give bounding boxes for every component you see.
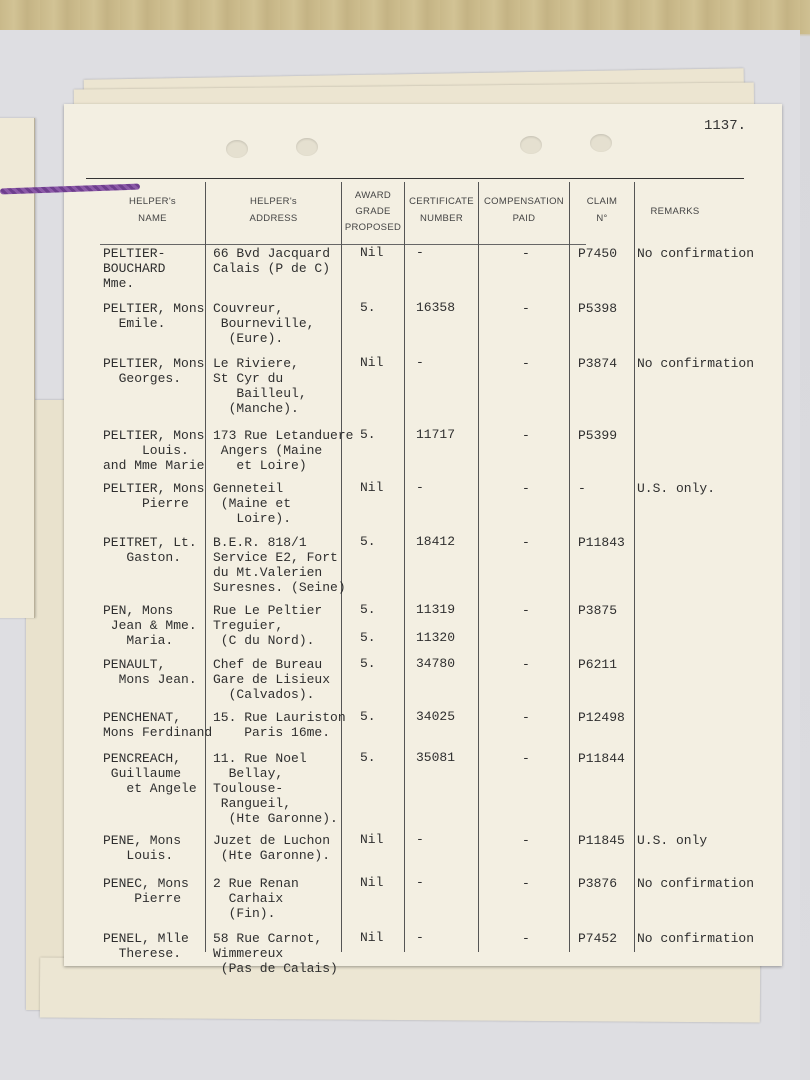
table-top-rule	[86, 178, 744, 179]
cell-remarks: No confirmation	[637, 876, 755, 891]
cell-claim: P6211	[578, 657, 618, 672]
cell-certificate: 35081	[416, 750, 456, 765]
cell-name: PENCREACH, Guillaume et Angele	[103, 751, 197, 796]
cell-certificate: 18412	[416, 534, 456, 549]
header-line: HELPER's	[250, 196, 297, 207]
header-line: PAID	[512, 213, 536, 224]
cell-certificate: 16358	[416, 300, 456, 315]
cell-compensation: -	[522, 246, 530, 261]
cell-claim: P3876	[578, 876, 618, 891]
cell-award: Nil	[360, 355, 384, 370]
column-divider	[404, 182, 405, 952]
cell-award: Nil	[360, 480, 384, 495]
cell-address: 15. Rue Lauriston Paris 16me.	[213, 710, 346, 740]
column-divider	[478, 182, 479, 952]
header-line: REMARKS	[650, 206, 700, 217]
cell-compensation: -	[522, 751, 530, 766]
cell-address: 66 Bvd Jacquard Calais (P de C)	[213, 246, 331, 276]
cell-claim: P5398	[578, 301, 618, 316]
cell-address: Juzet de Luchon (Hte Garonne).	[213, 833, 331, 863]
cell-certificate: -	[416, 832, 424, 847]
header-line: AWARD	[354, 190, 392, 201]
cell-award: Nil	[360, 245, 384, 260]
cell-compensation: -	[522, 481, 530, 496]
punch-hole	[226, 140, 248, 158]
punch-hole	[520, 136, 542, 154]
cell-award: Nil	[360, 832, 384, 847]
header-certificate	[405, 193, 478, 227]
cell-certificate: -	[416, 355, 424, 370]
cell-compensation: -	[522, 876, 530, 891]
cell-address: Rue Le Peltier Treguier, (C du Nord).	[213, 603, 323, 648]
cell-award: 5.	[360, 534, 376, 549]
cell-award: Nil	[360, 875, 384, 890]
cell-name: PEN, Mons Jean & Mme. Maria.	[103, 603, 197, 648]
punch-hole	[590, 134, 612, 152]
cell-claim: P12498	[578, 710, 625, 725]
cell-award: 5. 5.	[360, 602, 376, 645]
cell-address: 58 Rue Carnot, Wimmereux (Pas de Calais)	[213, 931, 338, 976]
cell-name: PELTIER, Mons Emile.	[103, 301, 205, 331]
stacked-sheet-bottom	[40, 957, 760, 1022]
cell-name: PENEC, Mons Pierre	[103, 876, 189, 906]
cell-claim: P5399	[578, 428, 618, 443]
cell-award: 5.	[360, 427, 376, 442]
cell-address: Couvreur, Bourneville, (Eure).	[213, 301, 315, 346]
cell-address: B.E.R. 818/1 Service E2, Fort du Mt.Valerien Suresnes. (Seine)	[213, 535, 346, 595]
cell-compensation: -	[522, 535, 530, 550]
cell-address: 11. Rue Noel Bellay, Toulouse- Rangueil, (Hte Garonne).	[213, 751, 338, 826]
cell-claim: P7450	[578, 246, 618, 261]
cell-name: PELTIER, Mons Pierre	[103, 481, 205, 511]
cell-certificate: 11717	[416, 427, 456, 442]
cell-address: 173 Rue Letanduere Angers (Maine et Loire)	[213, 428, 354, 473]
cell-remarks: No confirmation	[637, 931, 755, 946]
cell-name: PENCHENAT, Mons Ferdinand	[103, 710, 213, 740]
cell-compensation: -	[522, 301, 530, 316]
cell-certificate: 11319 11320	[416, 602, 456, 645]
cell-name: PELTIER, Mons Georges.	[103, 356, 205, 386]
column-divider	[205, 182, 206, 952]
cell-remarks: No confirmation	[637, 246, 755, 261]
cell-name: PENAULT, Mons Jean.	[103, 657, 197, 687]
header-line: COMPENSATION	[484, 196, 564, 207]
cell-claim: -	[578, 481, 586, 496]
cell-certificate: -	[416, 245, 424, 260]
cell-compensation: -	[522, 603, 530, 618]
header-line: NUMBER	[420, 213, 463, 224]
cell-claim: P11844	[578, 751, 625, 766]
header-remarks	[635, 203, 715, 220]
cell-certificate: 34025	[416, 709, 456, 724]
header-address	[206, 193, 341, 227]
cell-award: 5.	[360, 750, 376, 765]
cell-name: PENE, Mons Louis.	[103, 833, 182, 863]
cell-award: Nil	[360, 930, 384, 945]
cell-compensation: -	[522, 710, 530, 725]
header-line: HELPER's	[129, 196, 176, 207]
header-line: N°	[596, 213, 608, 224]
header-line: CLAIM	[586, 196, 618, 207]
cell-remarks: U.S. only.	[637, 481, 716, 496]
cell-certificate: 34780	[416, 656, 456, 671]
cell-award: 5.	[360, 709, 376, 724]
wooden-surface	[0, 0, 810, 34]
header-name	[100, 193, 205, 227]
cell-name: PELTIER, Mons Louis. and Mme Marie	[103, 428, 205, 473]
cell-name: PEITRET, Lt. Gaston.	[103, 535, 197, 565]
cell-name: PELTIER- BOUCHARD Mme.	[103, 246, 166, 291]
cell-address: Genneteil (Maine et Loire).	[213, 481, 292, 526]
header-line: CERTIFICATE	[409, 196, 474, 207]
header-underline	[100, 244, 586, 245]
cell-address: 2 Rue Renan Carhaix (Fin).	[213, 876, 299, 921]
cell-address: Le Riviere, St Cyr du Bailleul, (Manche).	[213, 356, 307, 416]
header-line: ADDRESS	[249, 213, 298, 224]
cell-compensation: -	[522, 833, 530, 848]
cell-claim: P7452	[578, 931, 618, 946]
page-number: 1137.	[703, 118, 746, 134]
column-divider	[634, 182, 635, 952]
cell-claim: P3875	[578, 603, 618, 618]
header-award	[342, 188, 404, 236]
punch-hole	[296, 138, 318, 156]
cell-claim: P11845	[578, 833, 625, 848]
cell-award: 5.	[360, 656, 376, 671]
cell-name: PENEL, Mlle Therese.	[103, 931, 189, 961]
header-compensation	[479, 193, 569, 227]
cell-compensation: -	[522, 428, 530, 443]
cell-compensation: -	[522, 657, 530, 672]
header-line: NAME	[138, 213, 167, 224]
cell-compensation: -	[522, 356, 530, 371]
header-claim	[570, 193, 634, 227]
cell-claim: P3874	[578, 356, 618, 371]
header-line: PROPOSED	[344, 222, 402, 233]
cell-remarks: No confirmation	[637, 356, 755, 371]
cell-certificate: -	[416, 480, 424, 495]
cell-award: 5.	[360, 300, 376, 315]
cell-certificate: -	[416, 875, 424, 890]
cell-remarks: U.S. only	[637, 833, 708, 848]
cell-claim: P11843	[578, 535, 625, 550]
column-divider	[569, 182, 570, 952]
cell-address: Chef de Bureau Gare de Lisieux (Calvados).	[213, 657, 331, 702]
header-line: GRADE	[355, 206, 391, 217]
cell-certificate: -	[416, 930, 424, 945]
cell-compensation: -	[522, 931, 530, 946]
